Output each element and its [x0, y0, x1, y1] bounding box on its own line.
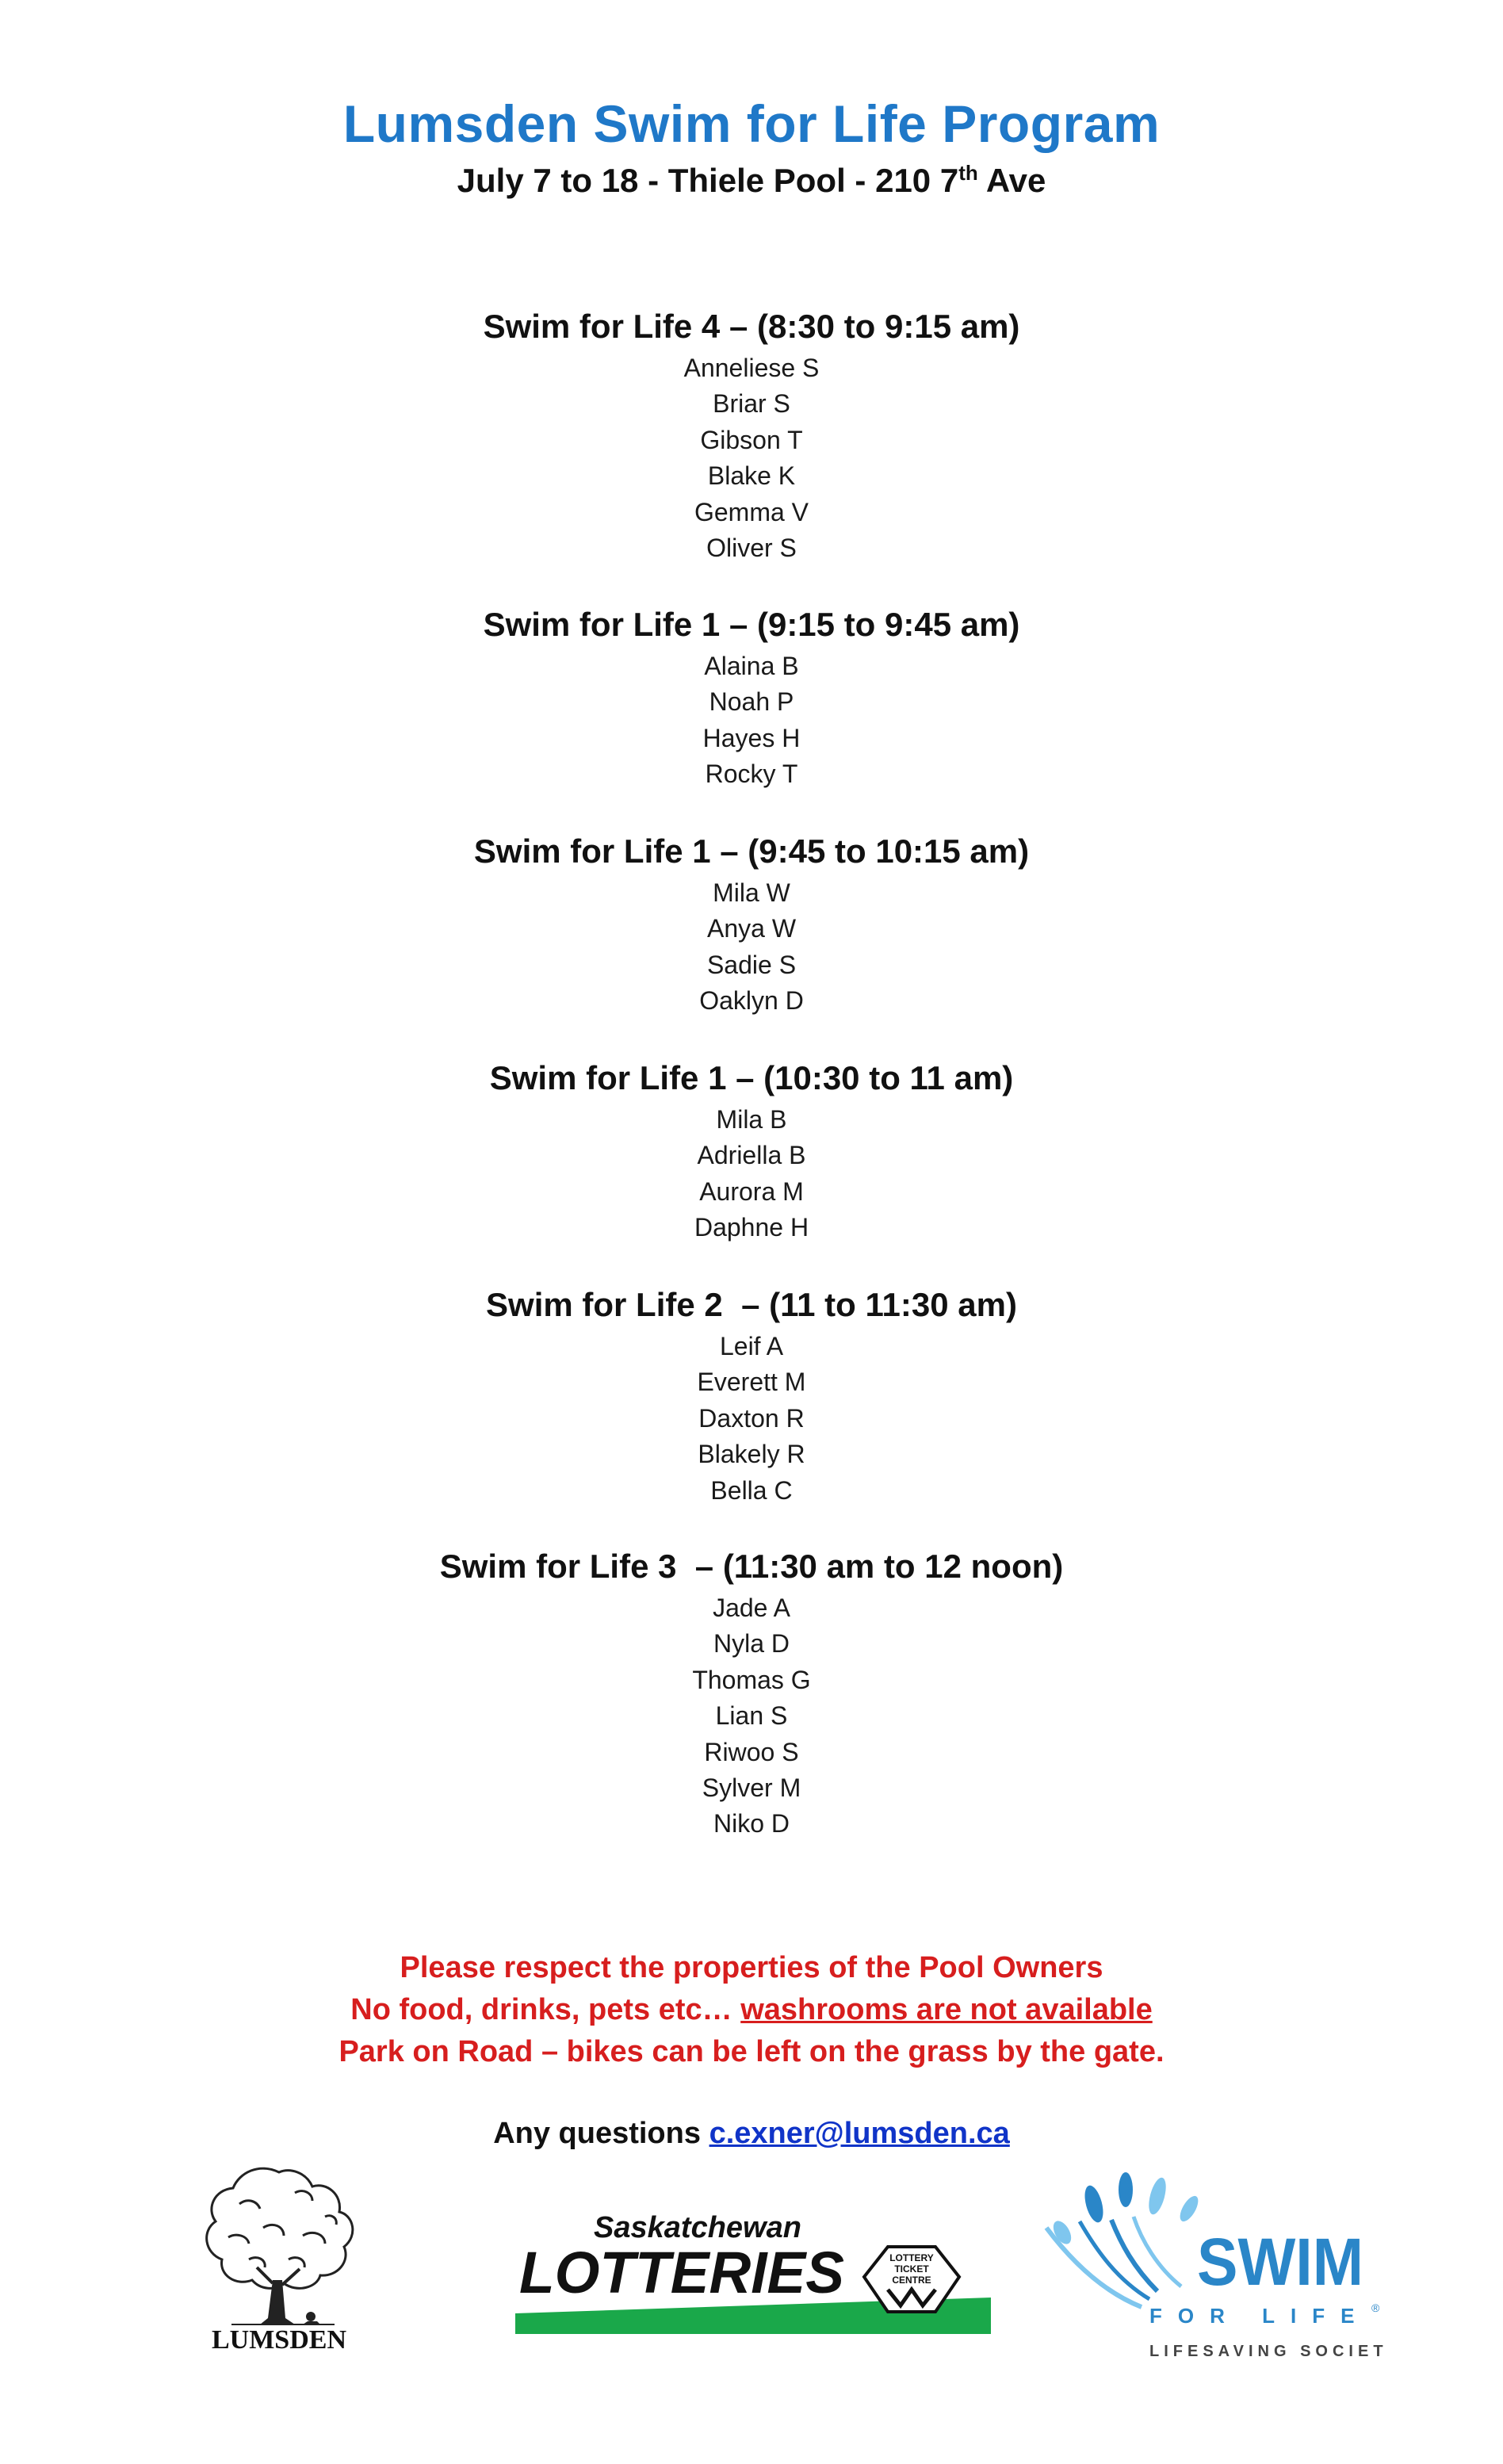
swim-for-life-logo: [1038, 2172, 1387, 2363]
participant-name: Thomas G: [692, 1665, 811, 1694]
participant-list: [0, 1590, 1503, 1842]
participant-list: [0, 1329, 1503, 1509]
badge-text-3: CENTRE: [892, 2275, 931, 2286]
participant-name: Rocky T: [705, 759, 798, 789]
lifesaving-society-text: LIFESAVING SOCIETY: [1149, 2343, 1387, 2360]
badge-text-1: LOTTERY: [889, 2252, 934, 2263]
saskatchewan-lotteries-logo: [515, 2204, 991, 2347]
participant-name: Gibson T: [700, 425, 803, 454]
notice-line-3: Park on Road – bikes can be left on the grass by the gate.: [338, 2035, 1165, 2068]
participant-name: Alaina B: [704, 652, 799, 680]
participant-name: Sylver M: [702, 1773, 801, 1803]
session-block: [0, 1058, 1503, 1246]
page-title: Lumsden Swim for Life Program: [342, 94, 1161, 153]
water-splash-icon: [1046, 2172, 1202, 2307]
participant-name: Noah P: [709, 687, 794, 717]
session-block: [0, 306, 1503, 566]
swim-logo-graphic: [1038, 2172, 1387, 2363]
participant-name: Anneliese S: [683, 354, 820, 382]
subtitle-text: July 7 to 18 - Thiele Pool - 210 7: [457, 162, 959, 199]
participant-name: Adriella B: [697, 1141, 806, 1170]
participant-list: [0, 1102, 1503, 1246]
session-block: [0, 604, 1503, 793]
participant-name: Niko D: [713, 1809, 790, 1838]
participant-name: Mila W: [713, 878, 790, 907]
session-title: Swim for Life 1 – (9:45 to 10:15 am): [473, 832, 1030, 870]
participant-name: Mila B: [716, 1105, 787, 1134]
session-title: Swim for Life 1 – (9:15 to 9:45 am): [483, 606, 1020, 643]
participant-name: Riwoo S: [704, 1737, 799, 1766]
subtitle-suffix: Ave: [977, 162, 1046, 199]
participant-name: Oaklyn D: [699, 986, 804, 1016]
session-block: [0, 831, 1503, 1020]
participant-list: [0, 875, 1503, 1020]
participant-name: Aurora M: [699, 1177, 804, 1206]
participant-name: Oliver S: [706, 534, 797, 563]
lotteries-main-text: LOTTERIES: [519, 2240, 844, 2305]
participant-name: Bella C: [710, 1475, 793, 1505]
participant-name: Hayes H: [702, 723, 801, 752]
session-title: Swim for Life 1 – (10:30 to 11 am): [489, 1059, 1014, 1096]
participant-name: Jade A: [713, 1594, 790, 1622]
participant-name: Lian S: [715, 1701, 788, 1731]
washrooms-notice: washrooms are not available: [740, 1993, 1153, 2026]
participant-name: Everett M: [697, 1368, 806, 1397]
swim-logo-main-text: SWIM: [1197, 2225, 1363, 2299]
participant-list: [0, 649, 1503, 793]
session-title: Swim for Life 4 – (8:30 to 9:15 am): [483, 308, 1020, 345]
session-block: [0, 1546, 1503, 1842]
lotteries-logo-graphic: [515, 2204, 991, 2347]
session-title: Swim for Life 3 – (11:30 am to 12 noon): [439, 1548, 1064, 1585]
registered-mark: ®: [1371, 2301, 1380, 2314]
contact-email-link[interactable]: c.exner@lumsden.ca: [709, 2117, 1010, 2150]
participant-name: Blakely R: [698, 1440, 805, 1469]
participant-name: Daphne H: [694, 1213, 809, 1242]
participant-name: Leif A: [719, 1332, 784, 1360]
participant-list: [0, 350, 1503, 566]
swim-logo-sub-text: FOR LIFE: [1149, 2304, 1371, 2328]
participant-name: Gemma V: [694, 497, 809, 526]
notice-line-2: [0, 1989, 1503, 2030]
participant-name: Sadie S: [706, 950, 797, 979]
badge-text-2: TICKET: [894, 2263, 929, 2275]
participant-name: Nyla D: [713, 1629, 790, 1659]
lotteries-script-text: Saskatchewan: [594, 2211, 801, 2244]
lumsden-logo-text: LUMSDEN: [211, 2325, 347, 2355]
lumsden-logo: [184, 2141, 374, 2355]
contact-label: Any questions: [493, 2117, 709, 2150]
participant-name: Anya W: [706, 914, 797, 943]
tree-icon: [184, 2141, 374, 2355]
session-block: [0, 1284, 1503, 1509]
participant-name: Blake K: [707, 461, 796, 491]
page-subtitle: [0, 162, 1503, 200]
notice-line-2-text: No food, drinks, pets etc…: [350, 1993, 741, 2026]
session-title: Swim for Life 2 – (11 to 11:30 am): [486, 1286, 1017, 1323]
subtitle-superscript: th: [958, 161, 978, 185]
participant-name: Briar S: [713, 389, 790, 419]
notice-line-1: Please respect the properties of the Pool Owners: [400, 1951, 1103, 1984]
participant-name: Daxton R: [698, 1403, 805, 1433]
